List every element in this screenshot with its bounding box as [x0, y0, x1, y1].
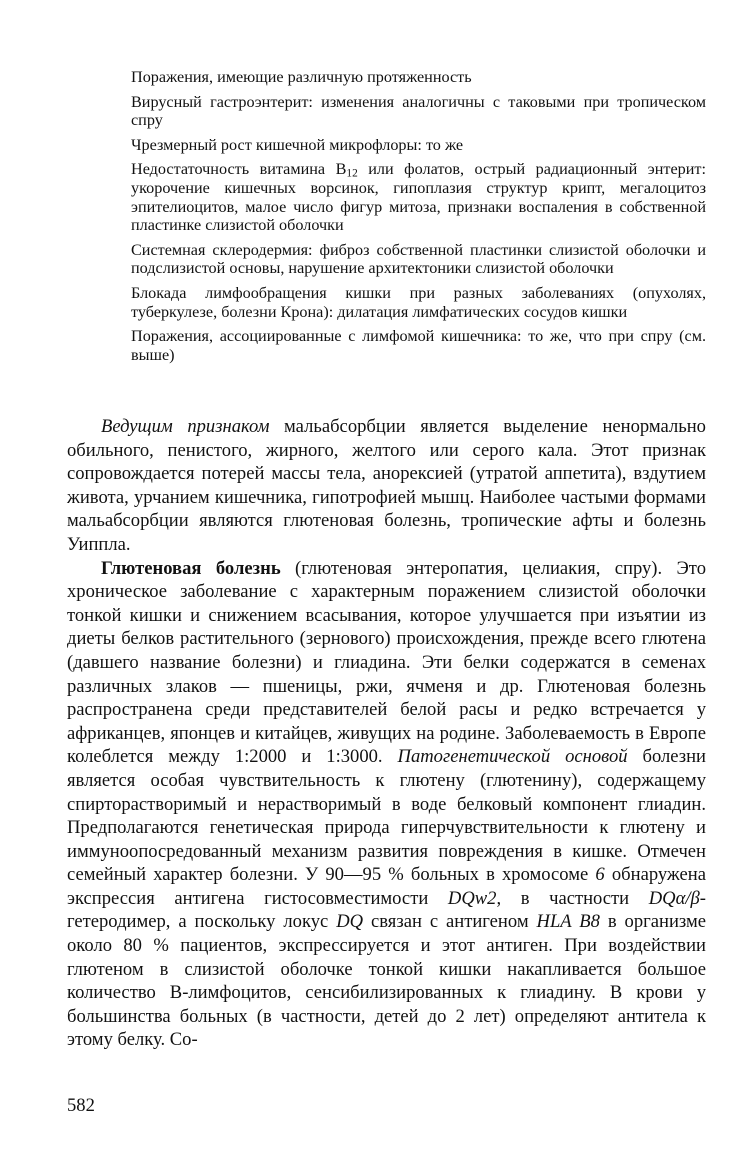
paragraph-text: болезни является особая чувствительность к глютену (глютенину), содержащему спирторастворимый и нерастворимый в воде белковый компонент глиадин. Предполагаются генетическая природа гиперчувствительности к глютену и иммуноопосредованный механизм развития повреждения в кишке. Отмечен семейный характер болезни. У 90—95 % больных в хромосоме: [67, 746, 707, 886]
emphasis: DQα/β: [648, 887, 700, 909]
list-item: Системная склеродермия: фиброз собственной пластинки слизистой оболочки и подслизистой основы, нарушение архитектоники слизистой оболочки: [131, 240, 706, 278]
emphasis: 6: [595, 864, 605, 886]
list-item: Чрезмерный рост кишечной микрофлоры: то же: [131, 135, 464, 154]
list-item: [131, 160, 706, 234]
paragraph-text: (глютеновая энтеропатия, целиакия, спру). Это хроническое заболевание с характерным поражением слизистой оболочки тонкой кишки и снижением всасывания, которое улучшается при изъятии из диеты белков растительного (зернового) происхождения, прежде всего глютена (давшего название болезни) и глиадина. Эти белки содержатся в семенах различных злаков — пшеницы, ржи, ячменя и др. Глютеновая болезнь распространена среди представителей белой расы и редко встречается у африканцев, японцев и китайцев, живущих на родине. Заболеваемость в Европе колеблется между 1:2000 и 1:3000.: [67, 557, 706, 768]
emphasis: Ведущим признаком: [101, 416, 270, 437]
term-heading: Глютеновая болезнь: [101, 557, 281, 579]
emphasis: HLA B8: [536, 911, 600, 933]
paragraph: [67, 415, 706, 557]
paragraph-text: -гетеродимер, а поскольку локус: [67, 887, 706, 933]
page-number: 582: [67, 1095, 95, 1116]
paragraph-text: мальабсорбции является выделение ненормально обильного, пенистого, жирного, желтого или серого кала. Этот признак сопровождается потерей массы тела, анорексией (утратой аппетита), вздутием живота, урчанием кишечника, гипотрофией мышц. Наиболее частыми формами мальабсорбции являются глютеновая болезнь, тропические афты и болезнь Уиппла.: [67, 416, 706, 555]
body-text: [67, 415, 706, 1052]
subscript: 12: [346, 167, 358, 180]
list-item: Вирусный гастроэнтерит: изменения аналогичны с таковыми при тропическом спру: [131, 92, 706, 130]
emphasis: Патогенетической основой: [397, 746, 628, 768]
list-item-text: Недостаточность витамина B: [131, 160, 347, 179]
emphasis: DQ: [336, 911, 364, 933]
paragraph-text: обнаружена экспрессия антигена гистосовместимости: [67, 864, 706, 909]
paragraph: [67, 557, 706, 1052]
emphasis: DQw2: [447, 887, 497, 909]
morphology-list: [131, 68, 706, 364]
paragraph-text: в организме около 80 % пациентов, экспрессируется и этот антиген. При воздействии глютеном в слизистой оболочке тонкой кишки накапливается большое количество В-лимфоцитов, сенсибилизированных к глиадину. В крови у большинства больных (в частности, детей до 2 лет) определяют антитела к этому белку. Со-: [67, 911, 706, 1051]
list-item: Поражения, ассоциированные с лимфомой кишечника: то же, что при спру (см. выше): [131, 327, 706, 364]
list-item-text: или фолатов, острый радиационный энтерит: укорочение кишечных ворсинок, гипоплазия структур крипт, мегалоцитоз эпителиоцитов, малое число фигур митоза, признаки воспаления в собственной пластинке слизистой оболочки: [131, 160, 706, 235]
paragraph-text: , в частности: [496, 887, 649, 909]
list-item: Поражения, имеющие различную протяженность: [131, 68, 472, 86]
list-item: Блокада лимфообращения кишки при разных заболеваниях (опухолях, туберкулезе, болезни Крона): дилатация лимфатических сосудов кишки: [131, 283, 706, 321]
paragraph-text: связан с антигеном: [363, 911, 537, 933]
